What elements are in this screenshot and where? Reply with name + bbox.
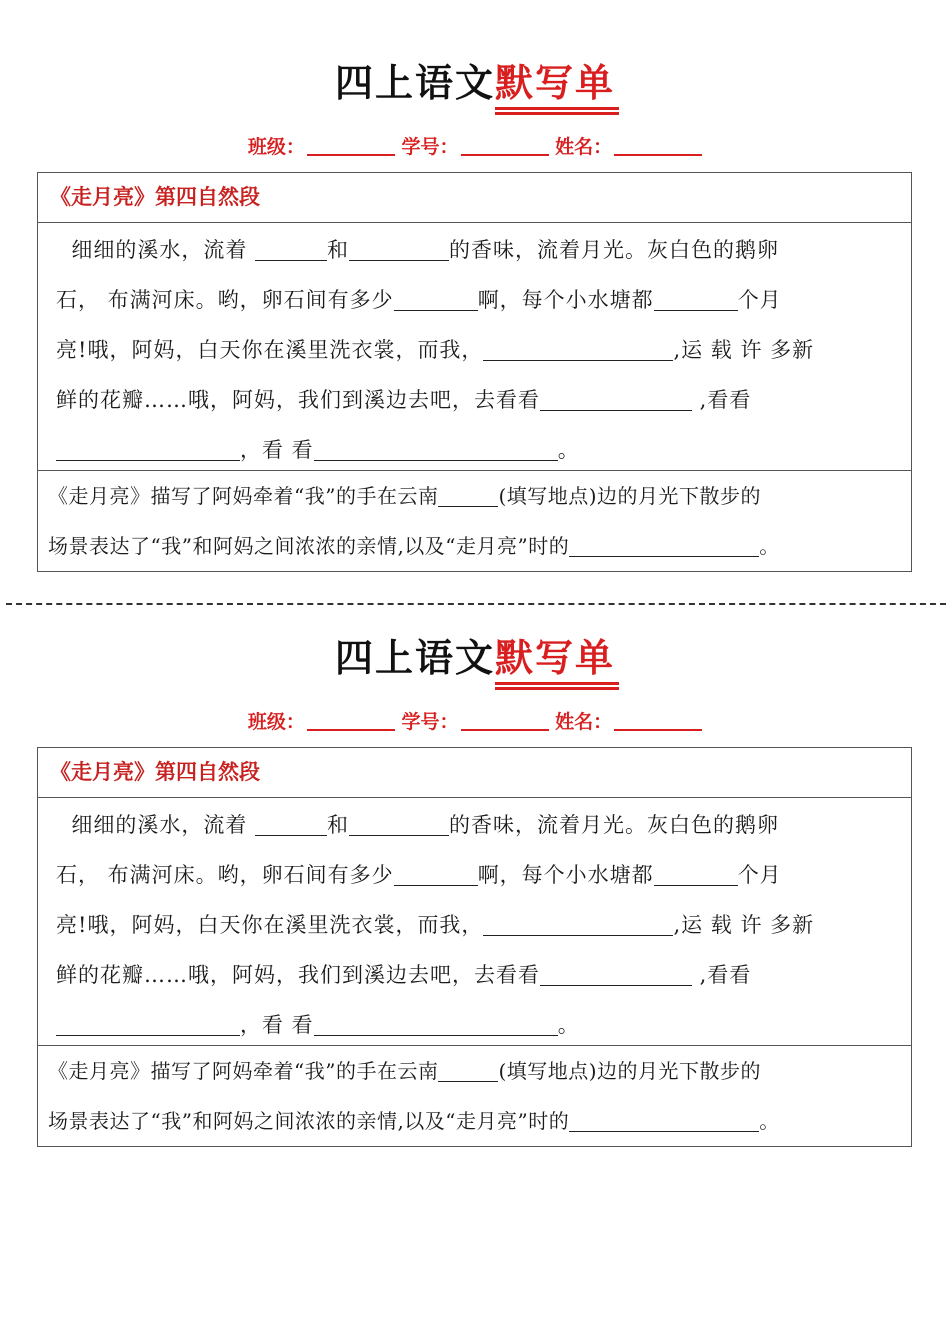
passage-text-segment: 啊，每个小水塘都 bbox=[477, 288, 654, 312]
passage-line-2 bbox=[56, 850, 897, 900]
summary-text bbox=[38, 1046, 911, 1146]
summary-text-segment: 场景表达了“我”和阿妈之间浓浓的亲情,以及“走月亮”时的 bbox=[48, 1109, 570, 1133]
student-info-row bbox=[0, 707, 950, 734]
passage-text-segment: ,运 载 许 多新 bbox=[673, 913, 815, 937]
fill-blank[interactable] bbox=[349, 240, 449, 261]
name-blank[interactable] bbox=[614, 154, 702, 156]
passage-text-segment: 的香味，流着月光。灰白色的鹅卵 bbox=[449, 813, 780, 837]
summary-text-segment: (填写地点)边的月光下散步的 bbox=[498, 1059, 762, 1083]
summary-text-segment: 。 bbox=[759, 534, 780, 558]
passage-line-1 bbox=[56, 800, 897, 850]
summary-text-segment: 《走月亮》描写了阿妈牵着“我”的手在云南 bbox=[48, 484, 439, 508]
passage-text-segment: 啊，每个小水塘都 bbox=[477, 863, 654, 887]
passage-text-segment: 。 bbox=[557, 1013, 580, 1037]
fill-blank[interactable] bbox=[255, 815, 327, 836]
passage-text-segment: 亮!哦，阿妈，白天你在溪里洗衣裳，而我， bbox=[56, 913, 484, 937]
fill-blank[interactable] bbox=[56, 440, 240, 461]
passage-line-5 bbox=[56, 425, 897, 475]
summary-text-segment: (填写地点)边的月光下散步的 bbox=[498, 484, 762, 508]
number-label: 学号： bbox=[401, 711, 459, 733]
passage-text-segment: ,看看 bbox=[692, 388, 752, 412]
fill-blank[interactable] bbox=[314, 440, 558, 461]
passage-text-segment: 个月 bbox=[737, 288, 782, 312]
title-black: 四上语文 bbox=[334, 60, 495, 105]
title-red: 默写单 bbox=[495, 633, 615, 683]
passage-text-segment: ，看 看 bbox=[240, 1013, 314, 1037]
passage-text-segment: 和 bbox=[327, 813, 350, 837]
passage-line-4 bbox=[56, 950, 897, 1000]
passage-text-segment: 石， 布满河床。哟，卵石间有多少 bbox=[56, 288, 394, 312]
fill-blank[interactable] bbox=[255, 240, 327, 261]
fill-blank[interactable] bbox=[394, 865, 478, 886]
fill-blank[interactable] bbox=[483, 340, 673, 361]
class-blank[interactable] bbox=[307, 729, 395, 731]
name-label: 姓名： bbox=[555, 711, 613, 733]
cut-line-divider bbox=[6, 603, 946, 605]
passage-text-segment: 个月 bbox=[737, 863, 782, 887]
fill-blank[interactable] bbox=[438, 1061, 498, 1082]
summary-text bbox=[38, 471, 911, 571]
passage-line-5 bbox=[56, 1000, 897, 1050]
summary-text-segment: 场景表达了“我”和阿妈之间浓浓的亲情,以及“走月亮”时的 bbox=[48, 534, 570, 558]
class-label: 班级： bbox=[247, 711, 305, 733]
exercise-box bbox=[37, 747, 912, 1147]
student-info-row bbox=[0, 132, 950, 159]
section-heading: 《走月亮》第四自然段 bbox=[38, 748, 911, 798]
passage-text-segment: 细细的溪水，流着 bbox=[71, 813, 256, 837]
fill-blank[interactable] bbox=[394, 290, 478, 311]
passage-text-segment: 石， 布满河床。哟，卵石间有多少 bbox=[56, 863, 394, 887]
fill-blank[interactable] bbox=[569, 536, 759, 557]
name-label: 姓名： bbox=[555, 136, 613, 158]
fill-blank[interactable] bbox=[483, 915, 673, 936]
passage-text-segment: 鲜的花瓣……哦，阿妈，我们到溪边去吧，去看看 bbox=[56, 388, 540, 412]
title-black: 四上语文 bbox=[334, 635, 495, 680]
summary-line-2 bbox=[48, 1096, 899, 1146]
fill-blank[interactable] bbox=[540, 390, 692, 411]
passage-line-1 bbox=[56, 225, 897, 275]
worksheet-title bbox=[0, 58, 950, 108]
passage-text-segment: 的香味，流着月光。灰白色的鹅卵 bbox=[449, 238, 780, 262]
passage-text-segment: 亮!哦，阿妈，白天你在溪里洗衣裳，而我， bbox=[56, 338, 484, 362]
fill-blank[interactable] bbox=[56, 1015, 240, 1036]
name-blank[interactable] bbox=[614, 729, 702, 731]
summary-line-2 bbox=[48, 521, 899, 571]
passage-line-4 bbox=[56, 375, 897, 425]
summary-text-segment: 。 bbox=[759, 1109, 780, 1133]
passage-text-segment: 和 bbox=[327, 238, 350, 262]
worksheet-title bbox=[0, 633, 950, 683]
fill-blank[interactable] bbox=[438, 486, 498, 507]
number-blank[interactable] bbox=[461, 154, 549, 156]
class-blank[interactable] bbox=[307, 154, 395, 156]
passage-text bbox=[38, 223, 911, 471]
summary-line-1 bbox=[48, 1046, 899, 1096]
section-heading: 《走月亮》第四自然段 bbox=[38, 173, 911, 223]
number-blank[interactable] bbox=[461, 729, 549, 731]
passage-text-segment: ,看看 bbox=[692, 963, 752, 987]
passage-text-segment: ，看 看 bbox=[240, 438, 314, 462]
fill-blank[interactable] bbox=[569, 1111, 759, 1132]
passage-text-segment: 。 bbox=[557, 438, 580, 462]
class-label: 班级： bbox=[247, 136, 305, 158]
passage-text-segment: 细细的溪水，流着 bbox=[71, 238, 256, 262]
number-label: 学号： bbox=[401, 136, 459, 158]
passage-text-segment: ,运 载 许 多新 bbox=[673, 338, 815, 362]
passage-text-segment: 鲜的花瓣……哦，阿妈，我们到溪边去吧，去看看 bbox=[56, 963, 540, 987]
fill-blank[interactable] bbox=[314, 1015, 558, 1036]
fill-blank[interactable] bbox=[349, 815, 449, 836]
fill-blank[interactable] bbox=[540, 965, 692, 986]
passage-line-3 bbox=[56, 900, 897, 950]
title-red: 默写单 bbox=[495, 58, 615, 108]
summary-line-1 bbox=[48, 471, 899, 521]
passage-line-3 bbox=[56, 325, 897, 375]
passage-text bbox=[38, 798, 911, 1046]
exercise-box bbox=[37, 172, 912, 572]
summary-text-segment: 《走月亮》描写了阿妈牵着“我”的手在云南 bbox=[48, 1059, 439, 1083]
fill-blank[interactable] bbox=[654, 865, 738, 886]
passage-line-2 bbox=[56, 275, 897, 325]
fill-blank[interactable] bbox=[654, 290, 738, 311]
